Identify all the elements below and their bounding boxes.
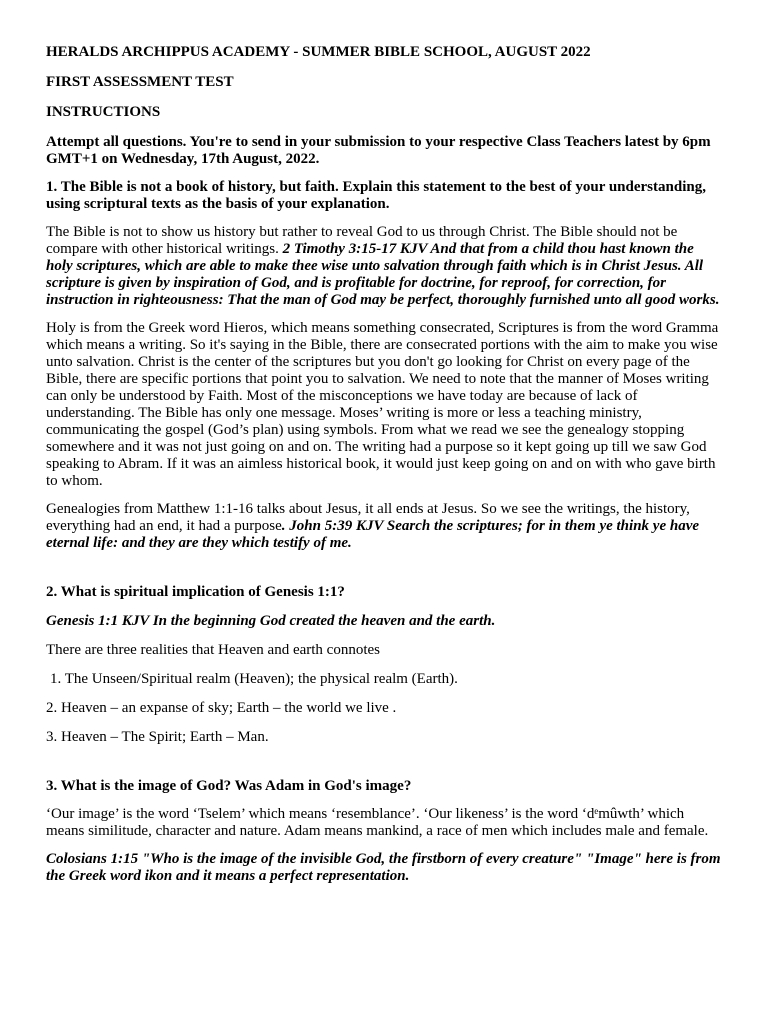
answer-1-paragraph-2: Holy is from the Greek word Hieros, which means something consecrated, Scriptures is from the word Gramma which means a writing. So it's saying in the Bible, there are consecrated portions with the aim to make you wise unto salvation. Christ is the center of the scriptures but you don't go looking for Christ on every page of the Bible, there are specific portions that point you to salvation. We need to note that the manner of Moses writing can only be understood by Faith. Most of the misconceptions we have today are because of lack of understanding. The Bible has only one message. Moses’ writing is more or less a teaching ministry, communicating the gospel (God’s plan) using symbols. From what we read we see the genealogy stopping somewhere and it was not just going on and on. The writing had a purpose so it kept going up till we saw God speaking to Abram. If it was an aimless historical book, it would just keep going on and on with who gave birth to whom. xyxy=(46,320,719,489)
answer-1-paragraph-1 xyxy=(46,224,722,309)
question-3: 3. What is the image of God? Was Adam in God's image? xyxy=(46,778,412,794)
school-title: HERALDS ARCHIPPUS ACADEMY - SUMMER BIBLE SCHOOL, AUGUST 2022 xyxy=(46,44,591,60)
scripture-2-timothy: 2 Timothy 3:15-17 KJV And that from a child thou hast known the holy scriptures, which are able to make thee wise unto salvation through faith which is in Christ Jesus. All scripture is given by inspiration of God, and is profitable for doctrine, for reproof, for correction, for instruction in righteousness: That the man of God may be perfect, thoroughly furnished unto all good works. xyxy=(46,241,720,308)
answer-3-paragraph-1: ‘Our image’ is the word ‘Tselem’ which means ‘resemblance’. ‘Our likeness’ is the word ‘dᵉmûwth’ which means similitude, character and nature. Adam means mankind, a race of men which includes male and female. xyxy=(46,806,709,839)
answer-1-paragraph-1-text: The Bible is not to show us history but rather to reveal God to us through Christ. The Bible should not be compare with other historical writings xyxy=(46,224,678,257)
scripture-john-5-39: John 5:39 KJV Search the scriptures; for in them ye think ye have eternal life: and they are they which testify of me. xyxy=(46,518,700,551)
question-1: 1. The Bible is not a book of history, but faith. Explain this statement to the best of your understanding, using scriptural texts as the basis of your explanation. xyxy=(46,179,706,212)
answer-2-intro: There are three realities that Heaven and earth connotes xyxy=(46,642,380,658)
test-title: FIRST ASSESSMENT TEST xyxy=(46,74,234,90)
scripture-colosians-1-15: Colosians 1:15 "Who is the image of the invisible God, the firstborn of every creature" "Image" here is from the Greek word ikon and it means a perfect representation. xyxy=(46,851,721,884)
question-2: 2. What is spiritual implication of Genesis 1:1? xyxy=(46,584,345,600)
answer-1-paragraph-3 xyxy=(46,501,722,552)
answer-2-list-item: 2. Heaven – an expanse of sky; Earth – the world we live . xyxy=(46,700,397,716)
answer-2-list-item: 3. Heaven – The Spirit; Earth – Man. xyxy=(46,729,269,745)
answer-1-paragraph-1-separator: . xyxy=(275,241,283,257)
answer-2-list-item: 1. The Unseen/Spiritual realm (Heaven); the physical realm (Earth). xyxy=(50,671,458,687)
instructions-text: Attempt all questions. You're to send in your submission to your respective Class Teachers latest by 6pm GMT+1 on Wednesday, 17th August, 2022. xyxy=(46,134,711,167)
scripture-genesis-1-1: Genesis 1:1 KJV In the beginning God created the heaven and the earth. xyxy=(46,613,496,629)
answer-1-paragraph-3-separator: . xyxy=(281,518,290,534)
instructions-label: INSTRUCTIONS xyxy=(46,104,161,120)
answer-1-paragraph-3-text: Genealogies from Matthew 1:1-16 talks about Jesus, it all ends at Jesus. So we see the writings, the history, everything had an end, it had a purpose xyxy=(46,501,690,534)
